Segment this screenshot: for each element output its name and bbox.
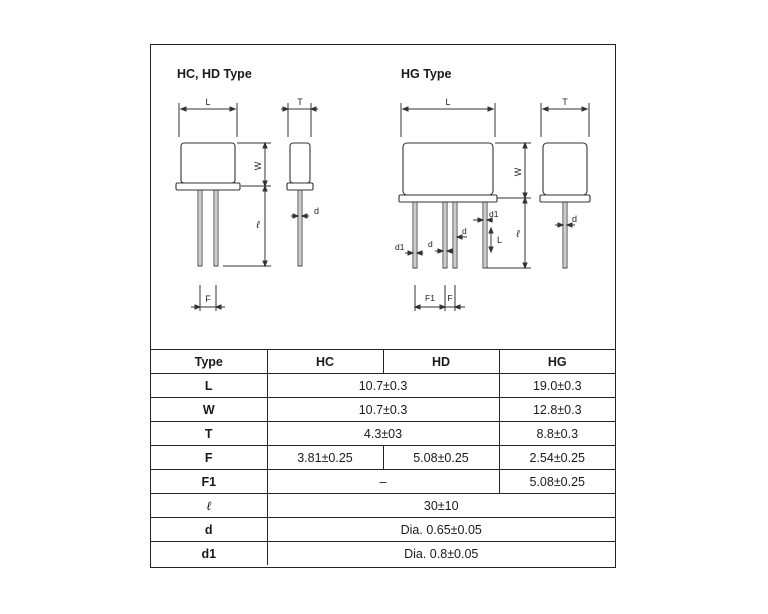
row-label: T bbox=[151, 422, 267, 446]
spec-sheet bbox=[150, 44, 616, 568]
dimension-table bbox=[151, 349, 615, 565]
cell-value: 10.7±0.3 bbox=[267, 398, 499, 422]
hg-pin-l-label: L bbox=[497, 235, 503, 245]
hc-d-label: d bbox=[314, 206, 320, 216]
table-row bbox=[151, 542, 615, 566]
package-outline-drawing bbox=[151, 45, 615, 349]
header-hg: HG bbox=[499, 350, 615, 374]
hc-l-label: L bbox=[205, 97, 211, 107]
cell-value: Dia. 0.65±0.05 bbox=[267, 518, 615, 542]
hc-f-label: F bbox=[205, 294, 211, 304]
hg-side-d-label: d bbox=[572, 214, 578, 224]
cell-value: 4.3±03 bbox=[267, 422, 499, 446]
hg-d-mid-label: d bbox=[462, 226, 467, 236]
hg-d1-left-label: d1 bbox=[395, 242, 405, 252]
hg-d1-right-label: d1 bbox=[489, 209, 499, 219]
table-row bbox=[151, 446, 615, 470]
table-row bbox=[151, 398, 615, 422]
table-row bbox=[151, 374, 615, 398]
hg-ell-label: ℓ bbox=[516, 229, 520, 240]
hg-l-label: L bbox=[445, 97, 451, 107]
hg-d-left-label: d bbox=[428, 239, 433, 249]
cell-value: 12.8±0.3 bbox=[499, 398, 615, 422]
hg-front-view bbox=[395, 97, 531, 311]
dimension-drawings bbox=[151, 45, 615, 349]
table-row bbox=[151, 518, 615, 542]
cell-value: 5.08±0.25 bbox=[383, 446, 499, 470]
hc-ell-label: ℓ bbox=[256, 220, 260, 231]
cell-value: 19.0±0.3 bbox=[499, 374, 615, 398]
hc-front-view bbox=[176, 97, 271, 311]
header-type: Type bbox=[151, 350, 267, 374]
hg-type-title: HG Type bbox=[401, 67, 452, 81]
table-header-row bbox=[151, 350, 615, 374]
row-label: d1 bbox=[151, 542, 267, 566]
cell-value: 30±10 bbox=[267, 494, 615, 518]
hg-w-label: W bbox=[513, 167, 523, 177]
hg-f1-label: F1 bbox=[425, 293, 435, 303]
row-label: F bbox=[151, 446, 267, 470]
cell-value: 10.7±0.3 bbox=[267, 374, 499, 398]
hg-f-label: F bbox=[447, 293, 453, 303]
hc-side-view bbox=[281, 97, 319, 266]
hc-hd-type-title: HC, HD Type bbox=[177, 67, 252, 81]
cell-value: 8.8±0.3 bbox=[499, 422, 615, 446]
cell-value: 2.54±0.25 bbox=[499, 446, 615, 470]
row-label: d bbox=[151, 518, 267, 542]
header-hd: HD bbox=[383, 350, 499, 374]
hg-t-label: T bbox=[562, 97, 568, 107]
row-label: ℓ bbox=[151, 494, 267, 518]
table-row bbox=[151, 422, 615, 446]
cell-value: 3.81±0.25 bbox=[267, 446, 383, 470]
row-label: W bbox=[151, 398, 267, 422]
table-row bbox=[151, 494, 615, 518]
cell-value: Dia. 0.8±0.05 bbox=[267, 542, 615, 566]
hc-t-label: T bbox=[297, 97, 303, 107]
header-hc: HC bbox=[267, 350, 383, 374]
cell-value: – bbox=[267, 470, 499, 494]
table-row bbox=[151, 470, 615, 494]
hg-side-view bbox=[540, 97, 590, 268]
row-label: L bbox=[151, 374, 267, 398]
cell-value: 5.08±0.25 bbox=[499, 470, 615, 494]
hc-w-label: W bbox=[253, 161, 263, 171]
row-label: F1 bbox=[151, 470, 267, 494]
